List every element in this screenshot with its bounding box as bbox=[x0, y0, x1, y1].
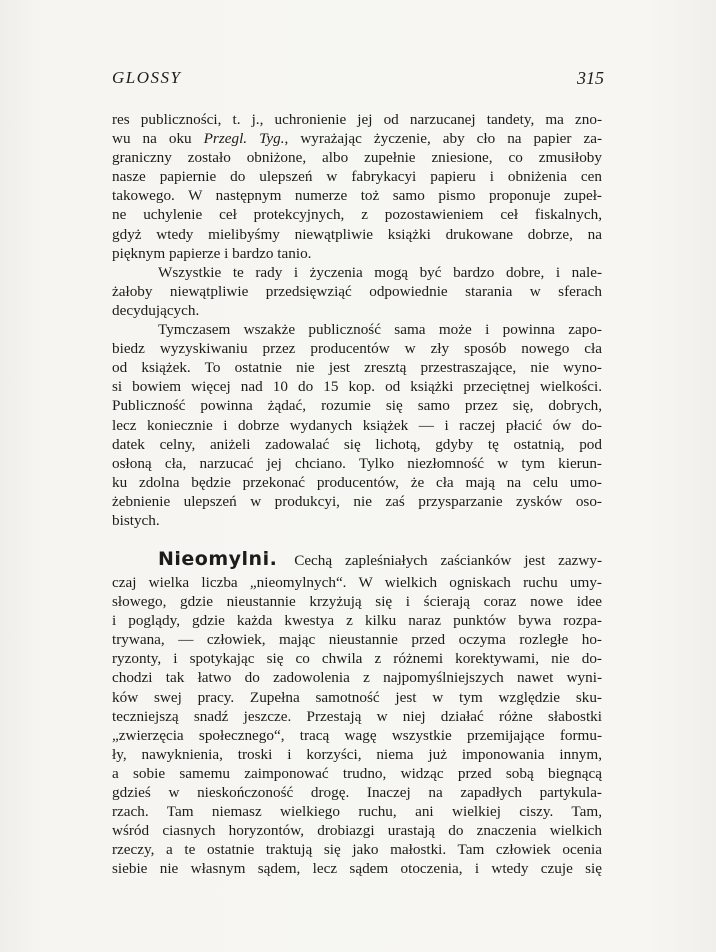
text-line bbox=[112, 129, 602, 148]
text-line: gdyż wtedy mielibyśmy niewątpliwie książki drukowane dobrze, na bbox=[112, 225, 602, 243]
text-line: trywana, — człowiek, mając nieustannie przed oczyma rozległe ho- bbox=[112, 631, 602, 649]
text-line: bistych. bbox=[112, 511, 160, 529]
text-line: żałoby niewątpliwie przedsięwziąć odpowiednie starania w sferach bbox=[112, 282, 602, 300]
text-fragment: wu na oku bbox=[112, 130, 192, 148]
text-line: datek celny, aniżeli zadowalać się lichotą, gdyby tę ostatnią, pod bbox=[112, 435, 602, 453]
running-head bbox=[112, 68, 604, 92]
text-line: pięknym papierze i bardzo tanio. bbox=[112, 244, 312, 262]
text-line: ków swej pracy. Zupełna samotność jest w tym względzie sku- bbox=[112, 688, 602, 706]
text-line: decydujących. bbox=[112, 301, 200, 319]
text-line: res publiczności, t. j., uchronienie jej od narzucanej tandety, ma zno- bbox=[112, 111, 602, 128]
text-line: ku zdolna będzie przekonać producentów, że cła mają na celu umo- bbox=[112, 473, 602, 491]
text-line: Wszystkie te rady i życzenia mogą być bardzo dobre, i nale- bbox=[158, 263, 602, 281]
text-line: ły, nawyknienia, troski i korzyści, niema już imponowania innym, bbox=[112, 745, 602, 763]
text-line: siebie nie własnym sądem, lecz sądem otoczenia, i wtedy czuje się bbox=[112, 860, 602, 878]
text-line: żebnienie ulepszeń w produkcyi, nie zaś przysparzanie zysków oso- bbox=[112, 492, 602, 510]
text-line: osłoną cła, narzucać jej chciano. Tylko niezłomność w tym kierun- bbox=[112, 454, 602, 472]
text-line: „zwierzęcia społecznego“, tracą wagę wszystkie przemijające formu- bbox=[112, 726, 602, 744]
text-line: lecz koniecznie i dobrze wydanych książek — i raczej płacić ów do- bbox=[112, 416, 602, 434]
text-line: takowego. W następnym numerze toż samo pismo proponuje zupeł- bbox=[112, 187, 602, 205]
text-line: Tymczasem wszakże publiczność sama może i powinna zapo- bbox=[158, 321, 602, 339]
text-line: rzeczy, a te ostatnie traktują się jako małostki. Tam człowiek ocenia bbox=[112, 841, 602, 859]
italic-source-title: Przegl. Tyg. bbox=[203, 130, 285, 148]
text-fragment: Cechą zapleśniałych zaścianków jest zazwy- bbox=[294, 552, 603, 569]
text-line: nasze papiernie do ulepszeń w fabrykacyi papieru i obniżenia cen bbox=[112, 168, 602, 186]
text-line: biedz wyzyskiwaniu przez producentów w zły sposób nowego cła bbox=[112, 340, 602, 358]
section-heading: Nieomylni. bbox=[158, 548, 278, 570]
page-number: 315 bbox=[577, 68, 604, 88]
text-line bbox=[112, 547, 602, 573]
body-text-section-1 bbox=[112, 110, 602, 530]
text-line: słowego, gdzie nieustannie krzyżują się i ścierają coraz nowe idee bbox=[112, 593, 602, 611]
text-line: wśród ciasnych horyzontów, drobiazgi urastają do znaczenia wielkich bbox=[112, 822, 602, 840]
text-line: Publiczność powinna żądać, rozumie się samo przez się, dobrych, bbox=[112, 397, 602, 415]
running-title: GLOSSY bbox=[112, 68, 182, 87]
text-line: i poglądy, gdzie każda kwestya z kilku naraz punktów bywa rozpa- bbox=[112, 612, 602, 630]
text-line: rzach. Tam niemasz wielkiego ruchu, ani wielkiej ciszy. Tam, bbox=[112, 803, 602, 821]
text-line: graniczny zostało obniżone, albo zupełnie zniesione, co zmusiłoby bbox=[112, 149, 602, 167]
text-line: od książek. To ostatnie nie jest zresztą przestraszające, nie wyno- bbox=[112, 359, 602, 377]
text-line: a sobie samemu zaimponować trudno, widząc przed sobą biegnącą bbox=[112, 764, 602, 782]
text-fragment: , wyrażając życzenie, aby cło na papier za- bbox=[284, 130, 602, 148]
text-line: czaj wielka liczba „nieomylnych“. W wielkich ogniskach ruchu umy- bbox=[112, 574, 602, 591]
text-line: chodzi tak łatwo do zadowolenia z najpomyślniejszych nawet wyni- bbox=[112, 669, 602, 687]
text-line: teczniejszą snadź jeszcze. Przestają w niej działać różne słabostki bbox=[112, 707, 602, 725]
text-line: gdzieś w nieskończoność drogę. Inaczej na zapadłych partykula- bbox=[112, 784, 602, 802]
body-text-section-2 bbox=[112, 547, 602, 879]
text-line: ryzonty, i spotykając się co chwila z różnemi korektywami, nie do- bbox=[112, 650, 602, 668]
text-line: ne uchylenie ceł protekcyjnych, z pozostawieniem ceł fiskalnych, bbox=[112, 206, 602, 224]
text-line: si bowiem więcej nad 10 do 15 kop. od książki przeciętnej wielkości. bbox=[112, 378, 602, 396]
